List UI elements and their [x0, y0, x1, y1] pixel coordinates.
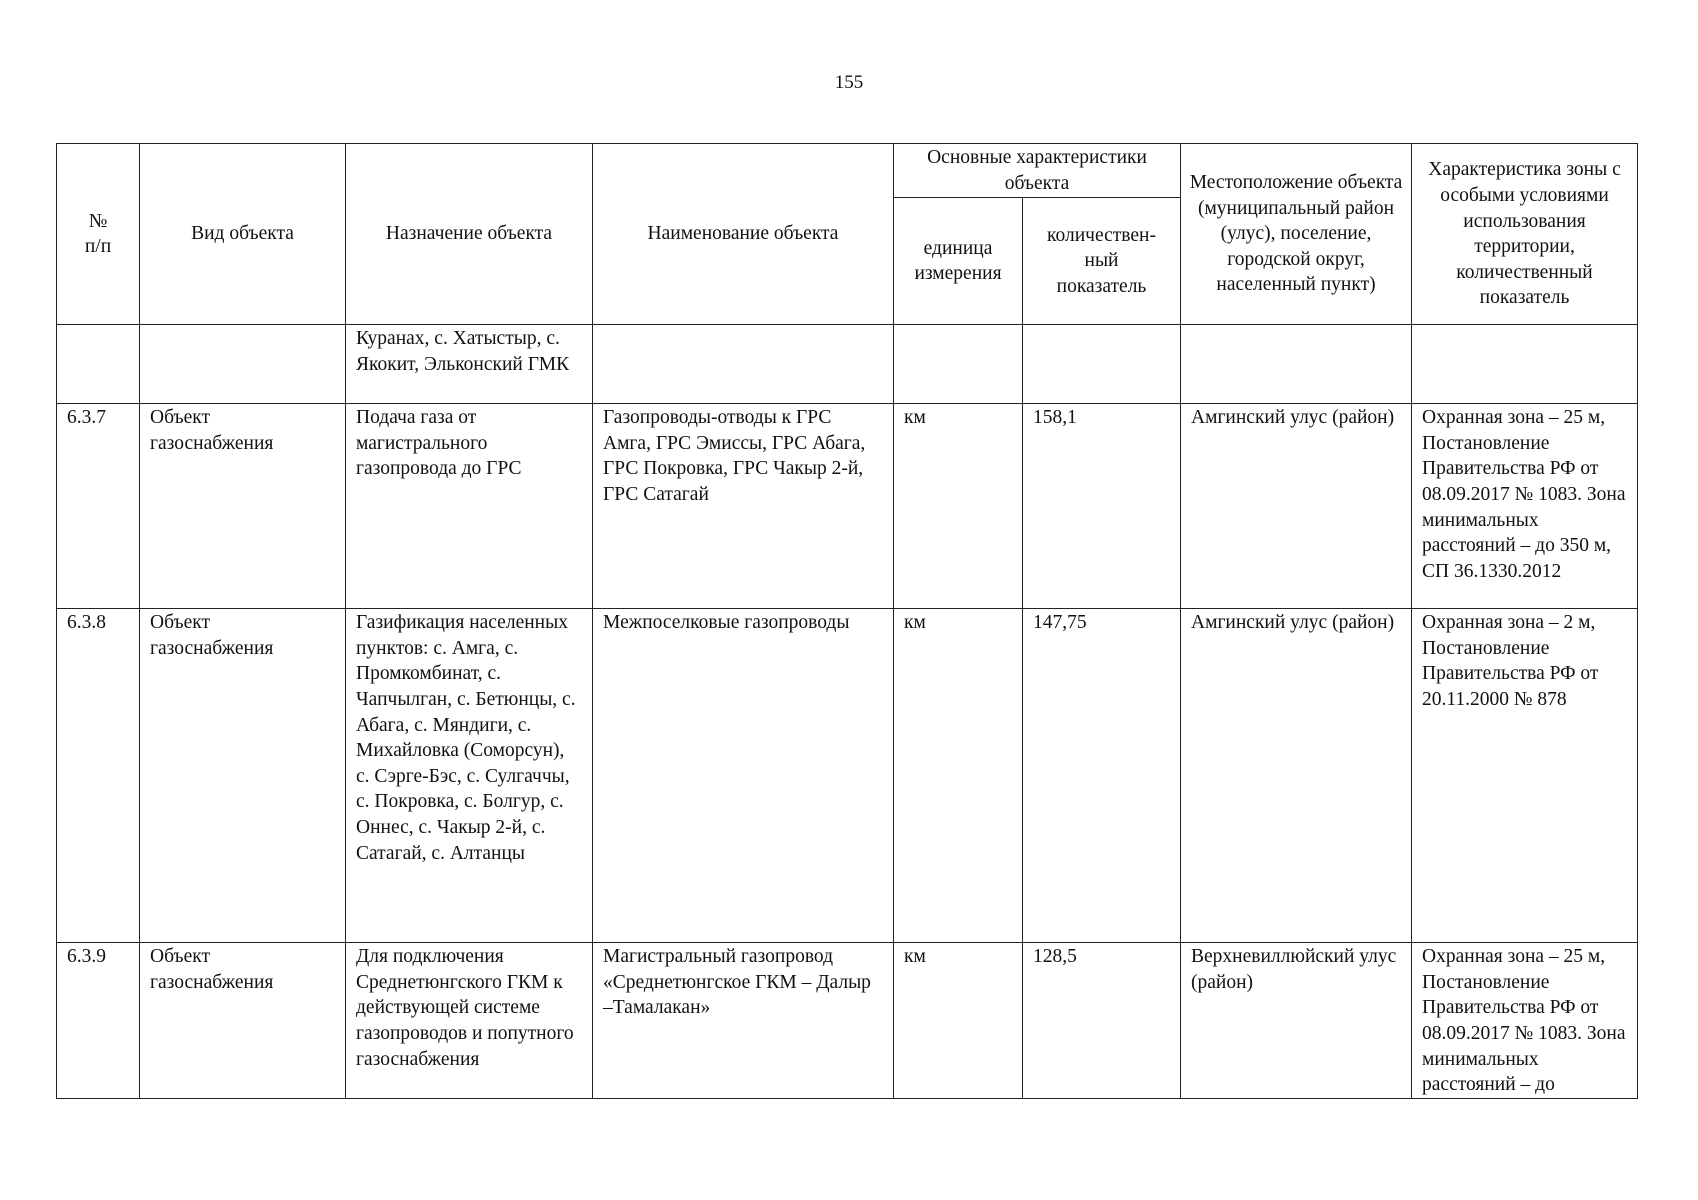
- cell-unit: км: [894, 943, 1023, 1099]
- cell-unit: км: [894, 404, 1023, 609]
- header-name: Наименование объекта: [593, 144, 894, 325]
- table-row: [57, 609, 1638, 943]
- cell-location: [1181, 325, 1412, 404]
- table-header: [57, 144, 1638, 325]
- cell-num: 6.3.9: [57, 943, 140, 1099]
- cell-num: 6.3.7: [57, 404, 140, 609]
- table-row: [57, 404, 1638, 609]
- cell-location: Амгинский улус (район): [1181, 404, 1412, 609]
- table-row: [57, 943, 1638, 1099]
- cell-object-type: Объект газоснабжения: [140, 609, 346, 943]
- cell-zone: Охранная зона – 2 м, Постановление Правительства РФ от 20.11.2000 № 878: [1412, 609, 1638, 943]
- header-unit: [894, 198, 1023, 325]
- header-purpose: Назначение объекта: [346, 144, 593, 325]
- cell-object-type: Объект газоснабжения: [140, 404, 346, 609]
- cell-quantity: 147,75: [1023, 609, 1181, 943]
- table-row: [57, 325, 1638, 404]
- cell-zone: Охранная зона – 25 м, Постановление Правительства РФ от 08.09.2017 № 1083. Зона минимальных расстояний – до: [1412, 943, 1638, 1099]
- cell-unit: км: [894, 609, 1023, 943]
- cell-num: [57, 325, 140, 404]
- cell-object-type: [140, 325, 346, 404]
- cell-purpose: Для подключения Среднетюнгского ГКМ к действующей системе газопроводов и попутного газоснабжения: [346, 943, 593, 1099]
- cell-name: Газопроводы-отводы к ГРС Амга, ГРС Эмиссы, ГРС Абага, ГРС Покровка, ГРС Чакыр 2-й, ГРС Сатагай: [593, 404, 894, 609]
- cell-zone: Охранная зона – 25 м, Постановление Правительства РФ от 08.09.2017 № 1083. Зона минимальных расстояний – до 350 м, СП 36.1330.2012: [1412, 404, 1638, 609]
- cell-purpose: Газификация населенных пунктов: с. Амга, с. Промкомбинат, с. Чапчылган, с. Бетюнцы, с. Абага, с. Мяндиги, с. Михайловка (Соморсун), с. Сэрге-Бэс, с. Сулгаччы, с. Покровка, с. Болгур, с. Оннес, с. Чакыр 2-й, с. Сатагай, с. Алтанцы: [346, 609, 593, 943]
- header-num: [57, 144, 140, 325]
- header-location: Местоположение объекта (муниципальный район (улус), поселение, городской округ, населенный пункт): [1181, 144, 1412, 325]
- header-num-text: № п/п: [84, 210, 112, 258]
- cell-zone: [1412, 325, 1638, 404]
- cell-location: Верхневиллюйский улус (район): [1181, 943, 1412, 1099]
- cell-purpose: Куранах, с. Хатыстыр, с. Якокит, Эльконский ГМК: [346, 325, 593, 404]
- header-row: [57, 144, 1638, 198]
- cell-name: Магистральный газопровод «Среднетюнгское ГКМ – Далыр –Тамалакан»: [593, 943, 894, 1099]
- header-zone: Характеристика зоны с особыми условиями использования территории, количественный показатель: [1412, 144, 1638, 325]
- cell-quantity: 128,5: [1023, 943, 1181, 1099]
- header-quantity: [1023, 198, 1181, 325]
- cell-object-type: Объект газоснабжения: [140, 943, 346, 1099]
- header-object-type: Вид объекта: [140, 144, 346, 325]
- cell-purpose: Подача газа от магистрального газопровода до ГРС: [346, 404, 593, 609]
- cell-name: Межпоселковые газопроводы: [593, 609, 894, 943]
- table-body: [57, 325, 1638, 1099]
- objects-table: [56, 143, 1638, 1099]
- cell-name: [593, 325, 894, 404]
- cell-location: Амгинский улус (район): [1181, 609, 1412, 943]
- cell-quantity: [1023, 325, 1181, 404]
- page-number: 155: [834, 72, 864, 93]
- header-unit-text: единица измерения: [914, 237, 1002, 285]
- cell-quantity: 158,1: [1023, 404, 1181, 609]
- cell-num: 6.3.8: [57, 609, 140, 943]
- cell-unit: [894, 325, 1023, 404]
- header-quantity-text: количествен- ный показатель: [1047, 224, 1156, 297]
- header-main-characteristics: Основные характеристики объекта: [894, 144, 1181, 198]
